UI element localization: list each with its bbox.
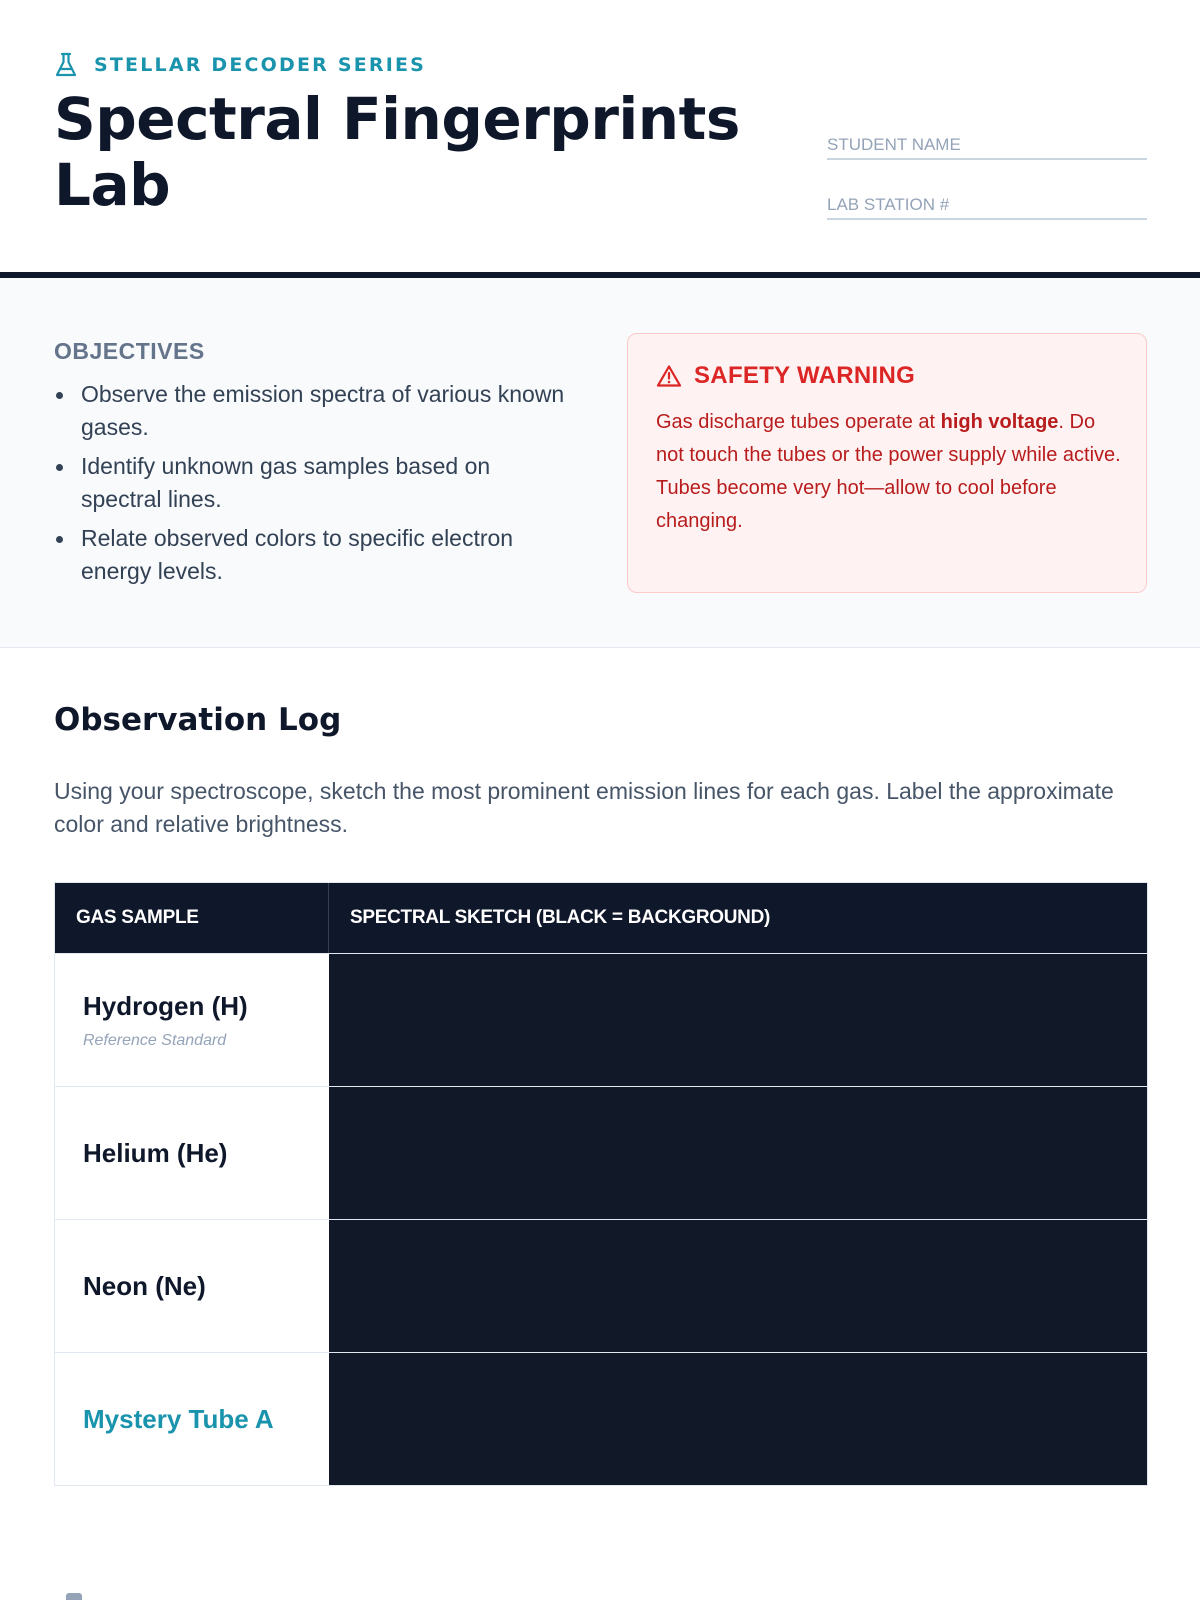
page-header [54, 0, 1148, 272]
lab-station-label: LAB STATION # [827, 195, 950, 214]
objectives-list [54, 378, 574, 594]
section-description: Using your spectroscope, sketch the most prominent emission lines for each gas. Label the approximate color and relative brightness. [54, 778, 1114, 837]
gas-subtitle: Reference Standard [83, 1031, 227, 1049]
gas-cell [55, 954, 329, 1086]
table-row [55, 953, 1147, 1086]
student-name-field[interactable] [827, 134, 1147, 160]
table-row [55, 1086, 1147, 1219]
gas-name: Hydrogen (H) [83, 990, 248, 1021]
list-item: Relate observed colors to specific electron energy levels. [54, 522, 574, 588]
observation-table [54, 882, 1148, 1486]
warning-title: SAFETY WARNING [694, 362, 916, 389]
safety-warning-box [627, 333, 1147, 593]
student-name-label: STUDENT NAME [827, 135, 961, 154]
warning-emphasis: high voltage [940, 411, 1059, 433]
sketch-area[interactable] [329, 1353, 1147, 1485]
footer-icon [66, 1593, 82, 1600]
column-header-sketch: SPECTRAL SKETCH (BLACK = BACKGROUND) [350, 907, 771, 928]
gas-name: Helium (He) [83, 1137, 228, 1168]
column-header-gas: GAS SAMPLE [55, 883, 329, 953]
flask-icon [54, 52, 78, 78]
sketch-area[interactable] [329, 954, 1147, 1086]
gas-name: Mystery Tube A [83, 1403, 274, 1434]
warning-text-part: Gas discharge tubes operate at [656, 411, 941, 433]
sketch-area[interactable] [329, 1087, 1147, 1219]
warning-header [656, 362, 915, 390]
gas-name: Neon (Ne) [83, 1270, 206, 1301]
gas-cell [55, 1087, 329, 1219]
table-header [55, 883, 1147, 953]
page-title: Spectral Fingerprints Lab [54, 85, 740, 219]
warning-text-part: . Do not touch the tubes or the power supply while active. Tubes become very hot—allow to cool before changing. [656, 411, 1121, 532]
series-badge [54, 52, 426, 78]
lab-station-field[interactable] [827, 194, 1147, 220]
info-band [0, 278, 1200, 648]
warning-text [656, 406, 1126, 538]
list-item: Identify unknown gas samples based on spectral lines. [54, 450, 574, 516]
objectives-heading: OBJECTIVES [54, 338, 205, 364]
gas-cell [55, 1353, 329, 1485]
sketch-area[interactable] [329, 1220, 1147, 1352]
series-label: STELLAR DECODER SERIES [94, 54, 427, 76]
table-row [55, 1352, 1147, 1485]
list-item: Observe the emission spectra of various known gases. [54, 378, 574, 444]
section-title: Observation Log [54, 702, 342, 738]
table-row [55, 1219, 1147, 1352]
warning-triangle-icon [656, 364, 682, 388]
gas-cell [55, 1220, 329, 1352]
